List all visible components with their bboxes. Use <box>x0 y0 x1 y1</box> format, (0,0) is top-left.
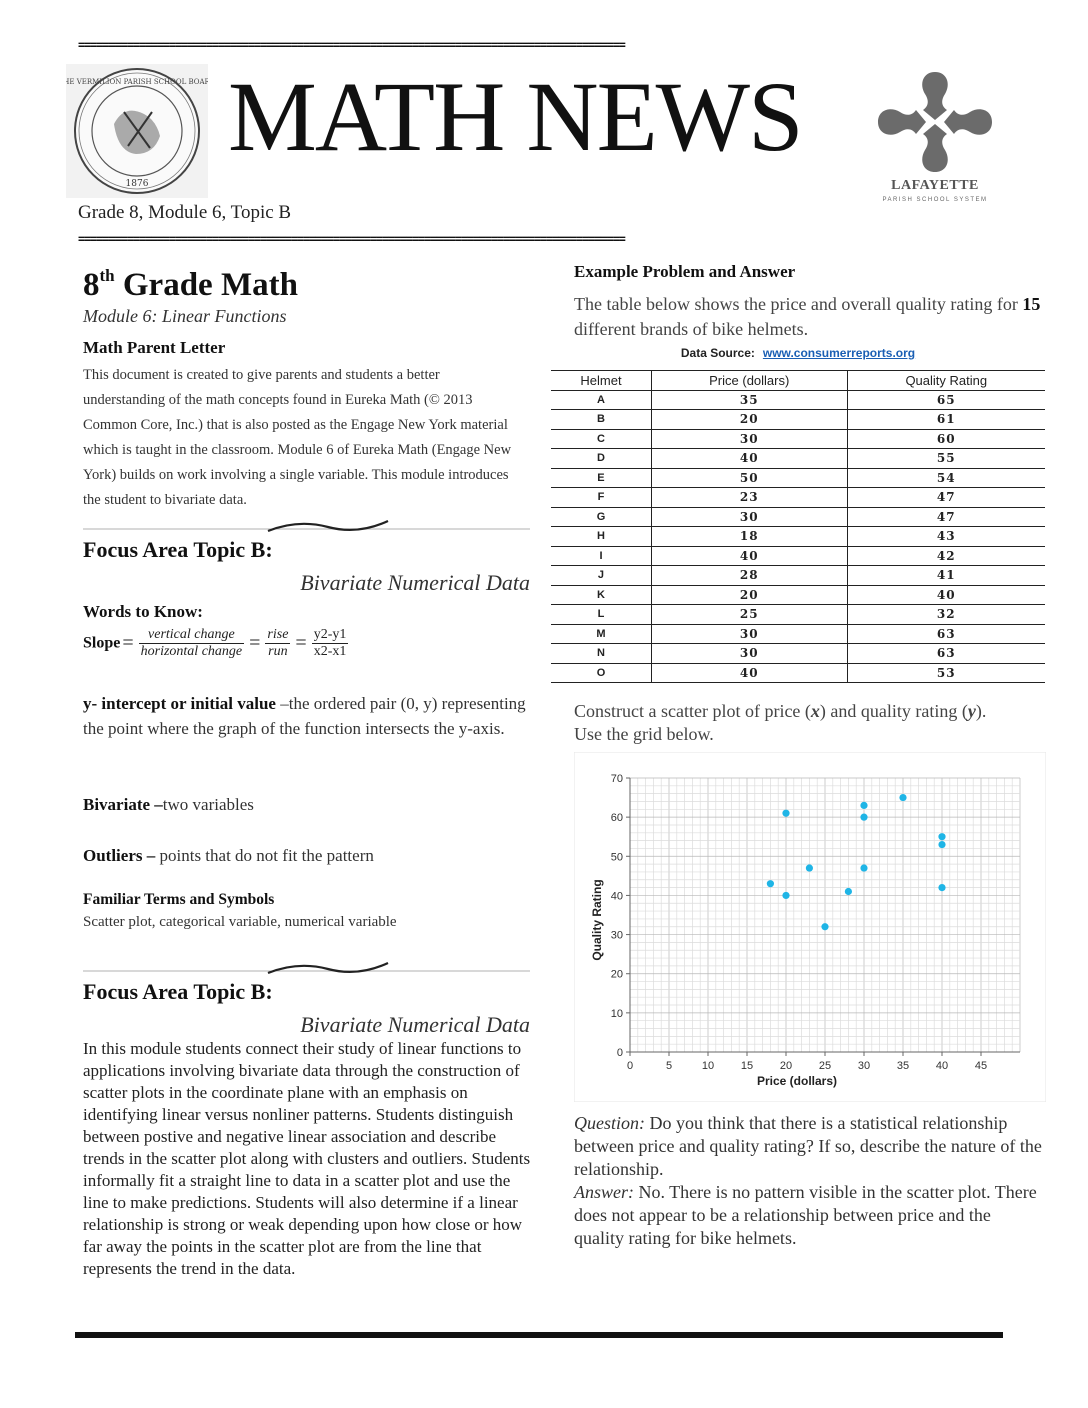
table-row <box>551 624 1045 644</box>
data-point <box>860 802 867 809</box>
quality-cell: 40 <box>847 585 1045 605</box>
data-point <box>938 833 945 840</box>
helmet-cell: A <box>551 390 651 410</box>
quality-cell: 61 <box>847 410 1045 430</box>
divider-swash <box>83 518 530 538</box>
price-cell: 50 <box>651 468 847 488</box>
table-row <box>551 644 1045 664</box>
familiar-terms-text: Scatter plot, categorical variable, numerical variable <box>83 914 397 930</box>
helmet-cell: D <box>551 449 651 469</box>
helmet-cell: F <box>551 488 651 508</box>
data-point <box>782 810 789 817</box>
lafayette-logo <box>870 66 1000 206</box>
x-tick-label: 40 <box>935 1060 949 1072</box>
helmet-cell: G <box>551 507 651 527</box>
helmet-cell: B <box>551 410 651 430</box>
y-tick-label: 10 <box>610 1007 623 1020</box>
logo-name: LAFAYETTE <box>891 178 979 193</box>
familiar-terms-heading: Familiar Terms and Symbols <box>83 891 275 908</box>
y-tick-label: 60 <box>610 812 623 825</box>
cross-logo-icon <box>870 66 1000 178</box>
data-point <box>860 814 867 821</box>
helmet-cell: J <box>551 566 651 586</box>
quality-cell: 42 <box>847 546 1045 566</box>
question-answer: Question: Do you think that there is a statistical relationship between price and quality rating? If so, describe the nature of the relationship. Answer: No. There is no pattern visible in the scatter plot. There does not appear to be a relationship between price and the quality rating for bike helmets. <box>574 1113 1042 1248</box>
helmet-cell: O <box>551 663 651 683</box>
price-cell: 23 <box>651 488 847 508</box>
y-tick-label: 50 <box>610 851 623 864</box>
module-description: In this module students connect their study of linear functions to applications involving bivariate data through the construction of scatter plots in the coordinate plane with an emphasis on identifying linear versus nonliner patterns. Students distinguish between postive and negative linear association and describe trends in the scatter plot along with clusters and outliers. Students informally fit a straight line to data in a scatter plot and use the line to make predictions. Students will also determine if a linear relationship is strong or weak depending upon how close or how far away the points in the scatter plot are from the line that represents the trend in the data. <box>83 1039 531 1278</box>
seal-year: 1876 <box>125 179 149 189</box>
data-point <box>806 864 813 871</box>
price-cell: 30 <box>651 624 847 644</box>
table-row <box>551 429 1045 449</box>
data-point <box>782 892 789 899</box>
source-link[interactable]: www.consumerreports.org <box>762 346 916 360</box>
x-tick-label: 15 <box>740 1060 754 1072</box>
construct-instruction: Construct a scatter plot of price (x) and quality rating (y). Use the grid below. <box>574 701 987 744</box>
price-cell: 30 <box>651 429 847 449</box>
focus-area-title-2: Focus Area Topic B: <box>83 979 273 1004</box>
focus-area-subtitle-2: Bivariate Numerical Data <box>300 1012 530 1037</box>
example-heading: Example Problem and Answer <box>574 262 796 281</box>
slope-formula: Slope = $\frac{\text{vertical change}}{\text{horizontal change}}$ = $\frac{\text{rise}}{\text{run}}$ = $\frac{y2-y1}{x2-x1}$ <box>83 627 347 659</box>
data-source: Data Source: www.consumerreports.org <box>680 346 916 360</box>
quality-cell: 60 <box>847 429 1045 449</box>
logo-subtitle: PARISH SCHOOL SYSTEM <box>882 197 988 203</box>
example-intro: The table below shows the price and overall quality rating for 15 different brands of bike helmets. <box>574 294 1041 339</box>
bottom-rule <box>75 1332 1003 1338</box>
table-row <box>551 488 1045 508</box>
helmet-cell: M <box>551 624 651 644</box>
col-header-price: Price (dollars) <box>651 371 847 391</box>
table-row <box>551 468 1045 488</box>
module-title: Module 6: Linear Functions <box>83 306 287 326</box>
header-bottom-rule: ========================================================================================== <box>78 232 625 246</box>
table-row <box>551 410 1045 430</box>
table-row <box>551 507 1045 527</box>
quality-cell: 41 <box>847 566 1045 586</box>
price-cell: 28 <box>651 566 847 586</box>
table-row <box>551 546 1045 566</box>
scatter-plot <box>574 752 1046 1102</box>
price-cell: 40 <box>651 663 847 683</box>
table-row <box>551 585 1045 605</box>
helmet-cell: L <box>551 605 651 625</box>
data-point <box>938 841 945 848</box>
quality-cell: 32 <box>847 605 1045 625</box>
col-header-quality: Quality Rating <box>847 371 1045 391</box>
price-cell: 40 <box>651 449 847 469</box>
bivariate-definition: Bivariate –two variables <box>83 795 254 814</box>
data-point <box>899 794 906 801</box>
table-row <box>551 566 1045 586</box>
helmet-cell: H <box>551 527 651 547</box>
quality-cell: 55 <box>847 449 1045 469</box>
x-axis-label: Price (dollars) <box>756 1074 838 1088</box>
quality-cell: 65 <box>847 390 1045 410</box>
outliers-definition: Outliers – points that do not fit the pattern <box>83 846 374 865</box>
x-tick-label: 30 <box>857 1060 871 1072</box>
data-point <box>767 880 774 887</box>
table-row <box>551 605 1045 625</box>
quality-cell: 47 <box>847 488 1045 508</box>
y-tick-label: 0 <box>616 1047 623 1059</box>
price-cell: 25 <box>651 605 847 625</box>
y-tick-label: 40 <box>610 890 623 903</box>
col-header-helmet: Helmet <box>551 371 651 391</box>
y-intercept-definition: y- intercept or initial value –the ordered pair (0, y) representing the point where the graph of the function intersects the y-axis. <box>83 694 526 738</box>
helmet-cell: N <box>551 644 651 664</box>
price-cell: 30 <box>651 507 847 527</box>
price-cell: 20 <box>651 585 847 605</box>
data-point <box>821 923 828 930</box>
quality-cell: 53 <box>847 663 1045 683</box>
price-cell: 20 <box>651 410 847 430</box>
helmet-cell: I <box>551 546 651 566</box>
x-tick-label: 35 <box>896 1060 910 1072</box>
masthead-title: MATH NEWS <box>228 61 802 172</box>
quality-cell: 63 <box>847 644 1045 664</box>
data-point <box>845 888 852 895</box>
x-tick-label: 0 <box>626 1060 634 1072</box>
y-tick-label: 70 <box>610 773 623 785</box>
seal-text: THE VERMILION PARISH SCHOOL BOARD <box>66 78 208 86</box>
newsletter-subtitle: Grade 8, Module 6, Topic B <box>78 202 292 223</box>
table-row <box>551 449 1045 469</box>
quality-cell: 43 <box>847 527 1045 547</box>
x-tick-label: 45 <box>974 1060 988 1072</box>
table-row <box>551 390 1045 410</box>
focus-area-title-1: Focus Area Topic B: <box>83 537 273 562</box>
helmet-cell: E <box>551 468 651 488</box>
price-cell: 40 <box>651 546 847 566</box>
helmet-cell: C <box>551 429 651 449</box>
quality-cell: 63 <box>847 624 1045 644</box>
quality-cell: 54 <box>847 468 1045 488</box>
x-tick-label: 5 <box>665 1060 673 1072</box>
words-to-know-heading: Words to Know: <box>83 602 203 621</box>
price-cell: 35 <box>651 390 847 410</box>
grade-title: 8th Grade Math <box>83 266 298 303</box>
quality-cell: 47 <box>847 507 1045 527</box>
x-tick-label: 20 <box>779 1060 793 1072</box>
y-tick-label: 20 <box>610 968 623 981</box>
focus-area-subtitle-1: Bivariate Numerical Data <box>300 570 530 595</box>
table-row <box>551 663 1045 683</box>
data-point <box>938 884 945 891</box>
table-row <box>551 527 1045 547</box>
school-board-seal <box>66 64 208 198</box>
price-cell: 18 <box>651 527 847 547</box>
helmet-table <box>551 370 1045 683</box>
y-tick-label: 30 <box>610 929 623 942</box>
price-cell: 30 <box>651 644 847 664</box>
helmet-cell: K <box>551 585 651 605</box>
data-point <box>860 864 867 871</box>
y-axis-label: Quality Rating <box>590 879 604 961</box>
x-tick-label: 10 <box>701 1060 715 1072</box>
parent-letter-heading: Math Parent Letter <box>83 338 226 357</box>
divider-swash-2 <box>83 960 530 980</box>
x-tick-label: 25 <box>818 1060 832 1072</box>
top-rule: ========================================================================================== <box>78 38 625 52</box>
parent-letter-text: This document is created to give parents and students a better understanding of the math concepts found in Eureka Math (© 2013 Common Core, Inc.) that is also posted as the Engage New York material which is taught in the classroom. Module 6 of Eureka Math (Engage New York) builds on work involving a single variable. This module introduces the student to bivariate data. <box>83 367 512 508</box>
